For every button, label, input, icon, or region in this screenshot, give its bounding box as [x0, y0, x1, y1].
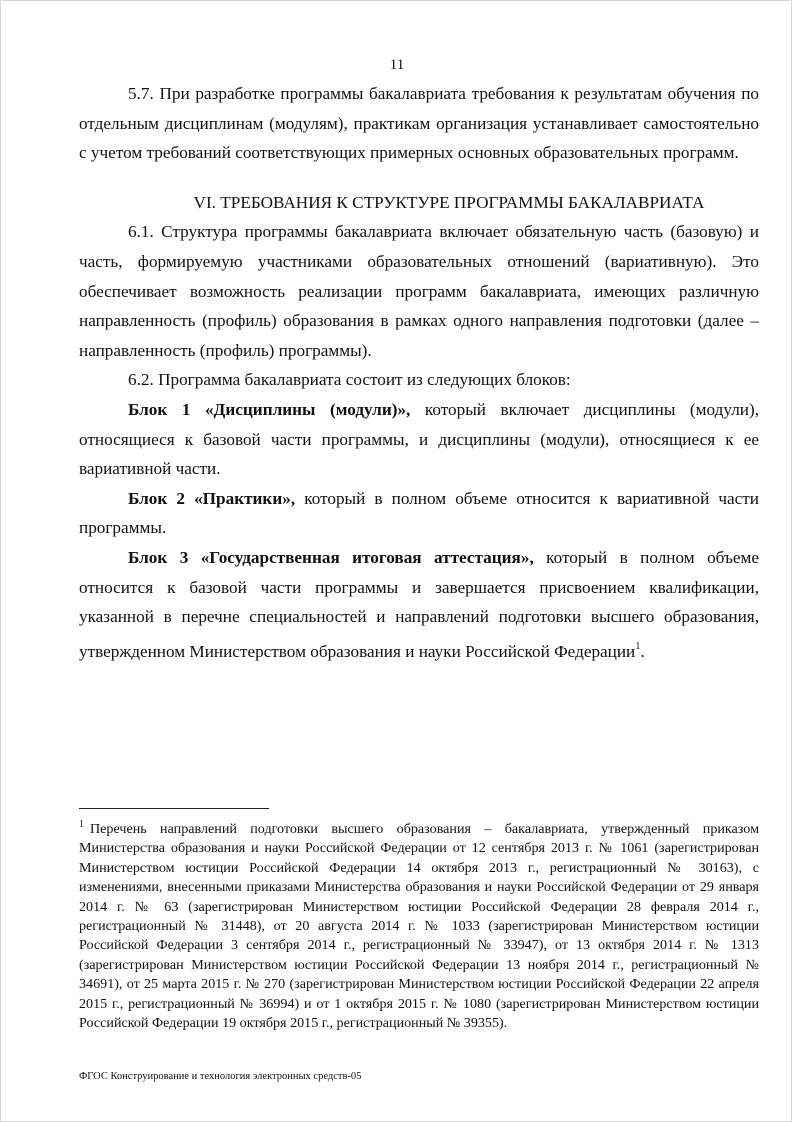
- page-footer: ФГОС Конструирование и технология электронных средств-05: [79, 1071, 362, 1082]
- footnote-mark: 1: [79, 819, 84, 830]
- paragraph-5-7: 5.7. При разработке программы бакалавриата требования к результатам обучения по отдельным дисциплинам (модулям), практикам организация устанавливает самостоятельно с учетом требований соответствующих примерных основных образовательных программ.: [79, 84, 759, 163]
- footnote-reference: 1: [635, 640, 641, 652]
- block-1-text: который включает дисциплины (модули), относящиеся к базовой части программы, и дисциплины (модули), относящиеся к ее вариативной части.: [79, 399, 759, 479]
- page-number: 11: [389, 57, 405, 73]
- block-2-title: Блок 2 «Практики»,: [128, 488, 296, 508]
- main-text: [79, 79, 759, 666]
- paragraph-6-2: 6.2. Программа бакалавриата состоит из следующих блоков:: [128, 370, 571, 390]
- paragraph-block-3: [79, 543, 759, 666]
- paragraph-6-1: 6.1. Структура программы бакалавриата включает обязательную часть (базовую) и часть, формируемую участниками образовательных отношений (вариативную). Это обеспечивает возможность реализации программ бакалавриата, имеющих различную направленность (профиль) образования в рамках одного направления подготовки (далее – направленность (профиль) программы).: [79, 222, 759, 360]
- footnote: [79, 815, 759, 1033]
- block-1-title: Блок 1 «Дисциплины (модули)»,: [128, 399, 411, 419]
- footnote-divider: [79, 808, 269, 809]
- block-2-text: который в полном объеме относится к вариативной части программы.: [79, 488, 759, 538]
- paragraph-block-2: [79, 484, 759, 543]
- block-3-title: Блок 3 «Государственная итоговая аттестация»,: [128, 547, 534, 567]
- footnote-text: Перечень направлений подготовки высшего образования – бакалавриата, утвержденный приказом Министерства образования и науки Российской Федерации от 12 сентября 2013 г. № 1061 (зарегистрирован Министерством юстиции Российской Федерации 14 октября 2013 г., регистрационный № 30163), с изменениями, внесенными приказами Министерства образования и науки Российской Федерации от 29 января 2014 г. № 63 (зарегистрирован Министерством юстиции Российской Федерации 28 февраля 2014 г., регистрационный № 31448), от 20 августа 2014 г. № 1033 (зарегистрирован Министерством юстиции Российской Федерации 3 сентября 2014 г., регистрационный № 33947), от 13 октября 2014 г. № 1313 (зарегистрирован Министерством юстиции Российской Федерации 13 ноября 2014 г., регистрационный № 34691), от 25 марта 2015 г. № 270 (зарегистрирован Министерством юстиции Российской Федерации 22 апреля 2015 г., регистрационный № 36994) и от 1 октября 2015 г. № 1080 (зарегистрирован Министерством юстиции Российской Федерации 19 октября 2015 г., регистрационный № 39355).: [79, 821, 759, 1032]
- section-heading: VI. ТРЕБОВАНИЯ К СТРУКТУРЕ ПРОГРАММЫ БАКАЛАВРИАТА: [193, 192, 705, 212]
- block-3-end: .: [640, 641, 645, 661]
- paragraph-block-1: [79, 395, 759, 484]
- block-3-text: который в полном объеме относится к базовой части программы и завершается присвоением квалификации, указанной в перечне специальностей и направлений подготовки высшего образования, утвержденном Министерством образования и науки Российской Федерации: [79, 547, 759, 661]
